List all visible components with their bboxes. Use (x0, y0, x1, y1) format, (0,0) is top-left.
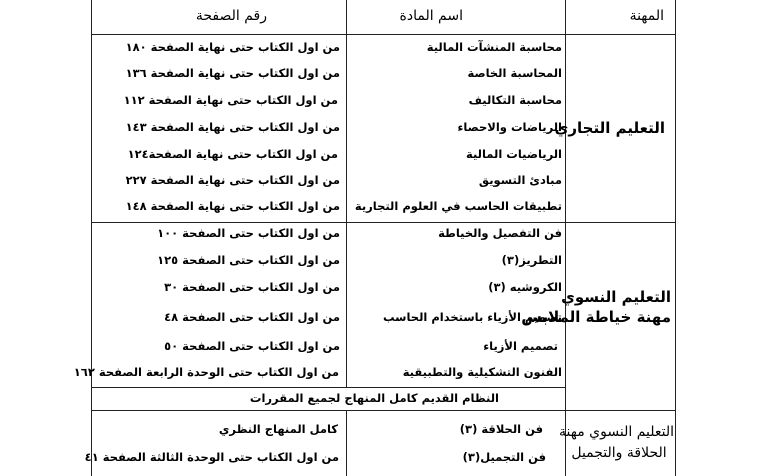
note-bottom-line (91, 410, 676, 411)
pages-cell: من اول الكتاب حتى الصفحة ١٢٥ (157, 253, 340, 267)
pages-cell: من اول الكتاب حتى الوحدة الثالثة الصفحة ٤١ (84, 450, 339, 464)
pages-cell: من اول الكتاب حتى نهاية الصفحة ١٨٠ (125, 40, 340, 54)
subject-cell: الكروشيه (٣) (488, 280, 562, 294)
pages-cell: من اول الكتاب حتى نهاية الصفحة ١١٢ (123, 93, 338, 107)
subject-cell: المحاسبة الخاصة (467, 66, 562, 80)
subject-cell: التطريز(٣) (501, 253, 562, 267)
subject-cell: فن الحلاقة (٣) (459, 422, 543, 436)
pages-cell: من اول الكتاب حتى الصفحة ٣٠ (164, 280, 340, 294)
subject-cell: تطبيقات الحاسب في العلوم التجارية (354, 199, 562, 213)
pages-cell: من اول الكتاب حتى الوحدة الرابعة الصفحة ١٦٢ (73, 365, 339, 379)
profession-hairdressing-line1: التعليم النسوي مهنة (559, 424, 674, 440)
column-divider-subject (346, 0, 347, 387)
subject-cell: تصميم الأزياء باستخدام الحاسب (382, 310, 562, 324)
header-profession: المهنة (629, 8, 664, 24)
subject-cell: مبادئ التسويق (478, 173, 562, 187)
profession-hairdressing-line2: الحلاقة والتجميل (571, 445, 667, 461)
subject-cell: فن التفصيل والخياطة (438, 226, 562, 240)
profession-tailoring-line1: التعليم النسوي (561, 288, 671, 306)
profession-hairdressing (559, 422, 674, 464)
profession-commercial-line1: التعليم التجاري (554, 119, 665, 137)
pages-cell: من اول الكتاب حتى الصفحة ٥٠ (164, 339, 340, 353)
subject-cell: محاسبة التكاليف (468, 93, 562, 107)
subject-cell: الفنون التشكيلية والتطبيقية (402, 365, 562, 379)
header-bottom-line (91, 34, 676, 35)
pages-cell: من اول الكتاب حتى نهاية الصفحة ١٣٦ (125, 66, 340, 80)
old-system-note: النظام القديم كامل المنهاج لجميع المقررات (249, 391, 499, 405)
table-border-left (91, 0, 92, 476)
profession-tailoring-line2: مهنة خياطة الملابس (521, 308, 671, 326)
pages-cell: كامل المنهاج النظري (218, 422, 338, 436)
pages-cell: من اول الكتاب حتى الصفحة ١٠٠ (157, 226, 340, 240)
pages-cell: من اول الكتاب حتى نهاية الصفحة ٢٢٧ (125, 173, 340, 187)
group-divider-1 (91, 222, 676, 223)
column-divider-profession (565, 0, 566, 476)
pages-cell: من اول الكتاب حتى نهاية الصفحة ١٤٣ (125, 120, 340, 134)
subject-cell: محاسبة المنشآت المالية (426, 40, 562, 54)
profession-tailoring (521, 287, 671, 327)
profession-commercial (554, 118, 665, 138)
note-top-line (91, 387, 565, 388)
subject-cell: الرياضات والاحصاء (457, 120, 562, 134)
pages-cell: من اول الكتاب حتى نهاية الصفحة١٢٤ (127, 147, 338, 161)
column-divider-subject-bottom (346, 410, 347, 476)
subject-cell: الرياضيات المالية (465, 147, 562, 161)
subject-cell: فن التجميل(٣) (462, 450, 546, 464)
pages-cell: من اول الكتاب حتى الصفحة ٤٨ (164, 310, 340, 324)
subject-cell: تصميم الأزياء (483, 339, 558, 353)
header-pages: رقم الصفحة (195, 8, 267, 24)
pages-cell: من اول الكتاب حتى نهاية الصفحة ١٤٨ (125, 199, 340, 213)
table-border-right (675, 0, 676, 476)
header-subject: اسم المادة (399, 8, 463, 24)
